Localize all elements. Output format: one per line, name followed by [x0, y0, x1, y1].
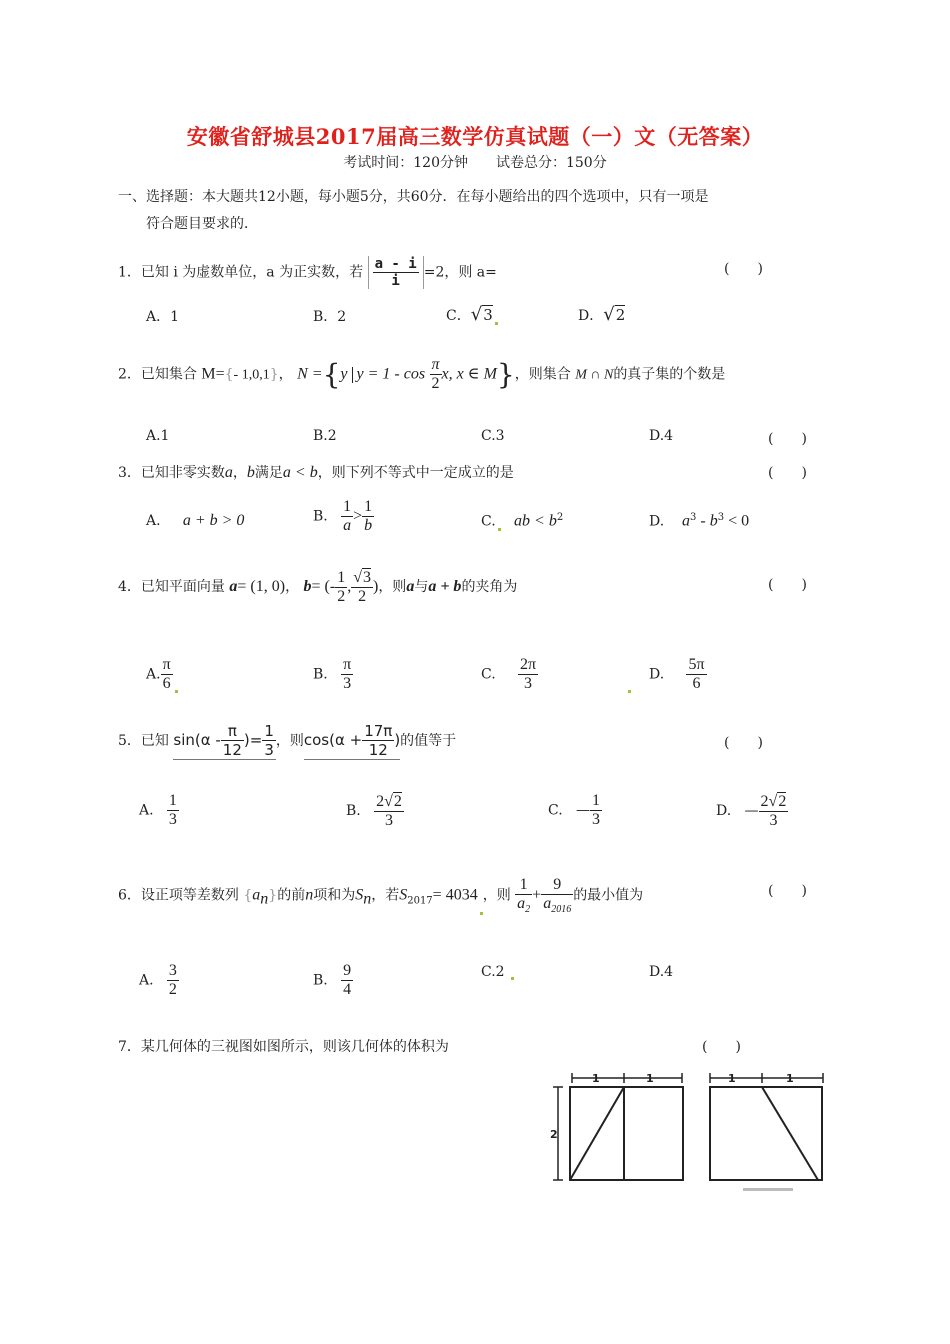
q3-option-b	[313, 498, 374, 535]
q5-text-c: 的值等于	[400, 733, 457, 749]
q3-stem	[118, 462, 514, 482]
q4-vec-b-close: )	[372, 578, 379, 595]
q1-text-a: 已知 i 为虚数单位，a 为正实数，若	[140, 264, 364, 281]
dim-label-1b: 1	[646, 1072, 654, 1085]
q6-a2-sub: 2	[525, 904, 531, 916]
q3-option-c	[481, 512, 563, 531]
q3-frac-a-den: a	[343, 517, 352, 534]
q6-option-b-den: 4	[343, 981, 352, 998]
q1-fraction	[373, 256, 419, 289]
q5-option-c	[548, 792, 602, 829]
q4-option-a	[146, 656, 178, 693]
q4-half-num: 1	[337, 568, 346, 586]
q5-cos-b: )	[394, 731, 401, 749]
q1-option-d	[578, 304, 625, 325]
q5-stem	[118, 722, 456, 760]
q4-option-d-den: 6	[686, 674, 706, 693]
sqrt-icon: √	[768, 793, 778, 810]
q3-text-a: 已知非零实数	[140, 465, 225, 481]
q4-vec-apb: a + b	[428, 578, 462, 595]
q3-option-a	[146, 512, 244, 530]
q4-text-b: ，则	[378, 579, 407, 595]
q1-option-d-label: D．	[578, 308, 604, 324]
q2-option-a	[146, 428, 169, 444]
q5-option-a-den: 3	[168, 811, 177, 828]
q3-sup2: 2	[556, 512, 564, 523]
q3-sup3-b: 3	[717, 512, 725, 523]
q6-text-c: 项和为	[313, 887, 356, 904]
q2-set-n-expr: y = 1 - cos	[356, 365, 426, 383]
q4-text-c: 与	[414, 579, 429, 595]
q3-var-b: b	[246, 464, 255, 481]
q4-option-a-label: A.	[146, 666, 161, 683]
q4-option-d-label: D.	[649, 666, 665, 683]
q4-sqrt3-num	[351, 568, 373, 587]
q4-option-c	[481, 656, 631, 693]
q6-text-f: 的最小值为	[573, 887, 644, 904]
q5-option-d-frac	[759, 792, 789, 830]
q4-vec-b: b	[303, 578, 312, 595]
q1-option-c	[446, 304, 498, 325]
section-heading-cont: 符合题目要求的．	[146, 216, 258, 232]
q6-frac-1-num: 1	[519, 876, 528, 893]
q6-text-d: ，若	[371, 887, 400, 904]
q5-third	[262, 722, 276, 759]
q5-option-a-num: 1	[168, 792, 177, 809]
q5-cos-17pi: 17π	[364, 722, 393, 740]
q4-option-c-label: C.	[481, 666, 496, 683]
q2-number: 2．	[118, 366, 141, 383]
dim-label-1c: 1	[728, 1072, 736, 1085]
q4-vec-b-open: = (-	[311, 578, 336, 595]
q4-comma: ,	[347, 578, 352, 595]
q4-sqrt3: 3	[362, 569, 371, 586]
q6-option-c-label: C.2	[481, 964, 505, 980]
q6-a2016: a	[543, 895, 552, 912]
q6-frac-2-den	[541, 894, 573, 915]
q6-option-a-den: 2	[168, 981, 177, 998]
q5-option-d-coef: 2	[760, 793, 769, 810]
q3-option-c-expr: ab < b	[514, 512, 557, 530]
q5-cos-expr	[304, 722, 400, 760]
mark-dot	[628, 690, 631, 693]
section-heading: 一、选择题：本大题共12小题，每小题5分，共60分．在每小题给出的四个选项中，只有一项是	[118, 189, 709, 205]
q6-s2017: S	[399, 886, 408, 904]
q4-frac-sqrt3	[351, 568, 373, 606]
q3-option-d-c: < 0	[724, 512, 750, 530]
q4-option-b-label: B.	[313, 666, 328, 683]
q6-an-sub: n	[260, 890, 269, 908]
q2-set-m-body: - 1,0,1	[233, 367, 270, 383]
q6-frac-2-num: 9	[553, 876, 562, 893]
sqrt-icon: √	[470, 304, 483, 325]
q1-answer-paren: ( )	[724, 261, 763, 277]
bar-icon	[352, 367, 353, 383]
q4-option-d	[649, 656, 707, 693]
q2-text-a: 已知集合	[140, 366, 197, 383]
q3-frac-a-num: 1	[343, 498, 352, 515]
q5-sin-b: )=	[243, 731, 263, 749]
q6-s2017-val: = 4034	[432, 886, 478, 904]
q5-option-c-den: 3	[592, 811, 601, 828]
q6-option-a-num: 3	[168, 962, 177, 979]
q3-option-d	[649, 512, 749, 531]
q2-set-n-tail: x, x ∈ M	[441, 365, 497, 383]
q7-text: 某几何体的三视图如图所示，则该几何体的体积为	[140, 1039, 449, 1055]
q6-sn-sub: n	[363, 890, 372, 908]
q2-answer-paren: ( )	[768, 431, 807, 447]
q5-third-num: 1	[264, 722, 274, 740]
q2-pi-frac	[430, 356, 442, 393]
sqrt-icon: √	[384, 793, 393, 810]
q4-vec-a2: a	[406, 578, 415, 595]
q5-sin-a: sin(α -	[173, 731, 221, 749]
q7-number: 7．	[118, 1039, 141, 1055]
q5-sin-expr	[173, 722, 275, 760]
figure-caption-smudge	[743, 1188, 793, 1191]
q3-option-c-label: C.	[481, 513, 496, 530]
q3-answer-paren: ( )	[768, 465, 807, 481]
q1-text-b: =2，则 a=	[423, 264, 497, 281]
brace-right-icon: }	[496, 358, 515, 391]
exam-title: 安徽省舒城县2017届高三数学仿真试题（一）文（无答案）	[186, 124, 764, 149]
q2-set-n: N =	[297, 365, 323, 383]
q5-option-c-frac	[590, 792, 602, 829]
q6-option-a	[139, 962, 179, 999]
q1-frac-den: i	[373, 272, 419, 289]
q5-sin-pi: π	[227, 722, 237, 740]
q5-option-b-num	[374, 792, 404, 811]
q6-sn: S	[355, 886, 364, 904]
q6-plus: +	[532, 886, 542, 904]
q6-option-d: D.4	[649, 964, 674, 980]
q5-option-c-num: 1	[592, 792, 601, 809]
q6-number: 6．	[118, 887, 141, 904]
q6-n: n	[305, 886, 314, 904]
q6-an: a	[252, 886, 261, 904]
q5-text-a: 已知	[140, 733, 169, 749]
q6-option-b	[313, 962, 353, 999]
mark-dot	[495, 322, 498, 325]
sqrt-icon: √	[603, 304, 615, 325]
q3-frac-b-num: 1	[364, 498, 373, 515]
q2-option-a-text: A.1	[146, 428, 170, 444]
dim-label-1a: 1	[592, 1072, 600, 1085]
q6-a2016-sub: 2016	[551, 904, 572, 916]
q3-text-c: 满足	[254, 465, 283, 481]
q4-option-a-frac	[161, 656, 173, 693]
q1-number: 1．	[118, 264, 141, 281]
q4-option-b	[313, 656, 353, 693]
q1-option-c-label: C．	[446, 308, 471, 324]
q2-set-m: M=	[201, 365, 225, 383]
q4-text-d: 的夹角为	[461, 579, 518, 595]
q7-stem	[118, 1036, 449, 1056]
q6-frac-2	[541, 876, 573, 915]
side-view	[710, 1073, 823, 1180]
q4-answer-paren: ( )	[768, 577, 807, 593]
dim-label-1d: 1	[786, 1072, 794, 1085]
q2-option-b: B.2	[313, 428, 337, 444]
q3-condition: a < b	[282, 464, 318, 481]
q4-option-d-frac	[686, 656, 706, 693]
q5-option-b	[346, 792, 404, 830]
q6-option-b-label: B.	[313, 972, 328, 989]
q5-third-den: 3	[264, 741, 274, 759]
q5-option-d-neg: —	[744, 803, 759, 819]
q7-three-view-figure	[548, 1070, 838, 1195]
q2-option-c: C.3	[481, 428, 505, 444]
q5-option-a-label: A.	[139, 802, 154, 819]
q6-answer-paren: ( )	[768, 883, 807, 899]
sqrt-icon: √	[353, 569, 362, 586]
mark-dot	[498, 528, 501, 531]
q2-stem: 2．已知集合 M={- 1,0,1}， N ={y y = 1 - cos $\frac{\pi}{2}$ x, x ∈ M}，则集合 M ∩ N的真子集的个数是	[118, 356, 726, 392]
q6-text-e: ，则	[482, 887, 511, 904]
q5-option-a-frac	[167, 792, 179, 829]
q4-option-b-den: 3	[341, 674, 353, 693]
q4-option-b-frac	[341, 656, 353, 693]
q5-option-b-sqrt: 2	[393, 793, 402, 810]
q2-pi: π	[431, 356, 440, 373]
q4-sqrt3-den: 2	[351, 587, 373, 606]
q6-a2: a	[517, 895, 526, 912]
q5-option-b-label: B.	[346, 803, 361, 819]
q6-option-a-frac	[167, 962, 179, 999]
q5-cos-frac	[362, 722, 394, 759]
q4-option-c-den: 3	[518, 674, 538, 693]
q1-option-c-sqrt: 3	[483, 306, 493, 324]
q3-var-a: a	[224, 464, 233, 481]
q3-frac-b	[362, 498, 374, 535]
q5-option-d-sqrt: 2	[778, 793, 787, 810]
q2-two: 2	[430, 374, 442, 393]
brace-right-icon: }	[269, 366, 279, 383]
brace-left-icon: {	[243, 887, 253, 904]
q6-s2017-sub: 2017	[407, 895, 433, 907]
q3-text-d: ，则下列不等式中一定成立的是	[317, 465, 514, 481]
q1-option-b: B．2	[313, 309, 347, 325]
q4-vec-a-val: = (1, 0)	[237, 578, 286, 595]
q6-text-b: 的前	[277, 887, 306, 904]
q5-sin-frac	[221, 722, 244, 759]
q2-mn: M ∩ N	[575, 367, 614, 383]
q5-option-d-den: 3	[759, 811, 789, 830]
q3-option-a-expr: a + b > 0	[182, 512, 245, 529]
q5-text-b: ，则	[275, 733, 304, 749]
q6-option-b-num: 9	[343, 962, 352, 979]
q4-number: 4．	[118, 579, 141, 595]
q1-option-d-sqrt: 2	[615, 306, 626, 324]
mark-dot	[480, 912, 483, 915]
mark-dot	[175, 690, 178, 693]
mark-dot	[511, 977, 514, 980]
q3-option-a-label: A.	[146, 513, 161, 529]
q3-option-d-a: a	[682, 512, 690, 530]
front-view	[553, 1073, 683, 1180]
q4-stem: 4．已知平面向量 a= (1, 0)， b= (- $\frac{1}{2}$ , $\frac{√3}{2}$ )，则a与a + b的夹角为	[118, 568, 518, 605]
q2-set-n-var: y	[340, 365, 348, 383]
q4-option-a-den: 6	[161, 674, 173, 693]
dim-label-2: 2	[550, 1128, 558, 1141]
q5-option-a	[139, 792, 179, 829]
q3-frac-a	[341, 498, 353, 535]
q4-vec-a: a	[229, 578, 238, 595]
q5-number: 5．	[118, 733, 141, 749]
q6-stem	[118, 876, 643, 915]
q4-text-a: 已知平面向量	[140, 579, 225, 595]
q5-option-d-num	[759, 792, 789, 811]
q2-text-b: ，则集合	[514, 366, 571, 383]
q5-option-c-label: C.	[548, 802, 563, 819]
q5-sin-12: 12	[222, 741, 242, 759]
q7-answer-paren: ( )	[702, 1039, 741, 1055]
q6-text-a: 设正项等差数列	[140, 887, 239, 904]
q4-option-b-num: π	[343, 656, 352, 673]
q6-option-c	[481, 964, 514, 980]
q3-option-b-label: B.	[313, 508, 328, 525]
exam-subtitle: 考试时间：120分钟 试卷总分：150分	[343, 155, 607, 171]
q3-option-d-label: D.	[649, 513, 665, 530]
q4-option-c-frac	[518, 656, 538, 693]
q4-option-c-num: 2π	[519, 656, 537, 673]
q5-cos-a: cos(α +	[303, 731, 363, 749]
q5-option-b-frac	[374, 792, 404, 830]
q2-option-d: D.4	[649, 428, 674, 444]
q1-option-a: A．1	[146, 309, 180, 325]
q1-abs-box	[368, 256, 424, 289]
q5-option-c-neg: —	[576, 802, 591, 819]
q5-option-b-den: 3	[374, 811, 404, 830]
q4-option-a-num: π	[162, 656, 171, 673]
brace-left-icon: {	[322, 358, 341, 391]
q6-option-b-frac	[341, 962, 353, 999]
q6-option-a-label: A.	[139, 972, 154, 989]
q4-option-d-num: 5π	[688, 656, 705, 673]
q6-frac-1-den	[515, 894, 532, 915]
q5-cos-12: 12	[362, 740, 394, 759]
brace-left-icon: {	[224, 366, 234, 383]
q3-option-d-b: - b	[696, 512, 718, 530]
q4-half-den: 2	[337, 587, 346, 605]
q4-frac-half	[335, 569, 347, 606]
q3-frac-b-den: b	[364, 517, 373, 534]
q3-number: 3．	[118, 465, 141, 481]
q3-gt: >	[353, 507, 363, 525]
q5-option-d	[716, 792, 788, 830]
q6-frac-1	[515, 876, 532, 915]
q5-option-b-coef: 2	[376, 793, 385, 810]
brace-right-icon: }	[268, 887, 278, 904]
q5-answer-paren: ( )	[724, 735, 763, 751]
q3-sup3-a: 3	[690, 512, 697, 523]
q3-text-b: ，	[232, 465, 247, 481]
q1-stem	[118, 256, 497, 289]
q1-frac-num: a - i	[374, 256, 417, 272]
q5-option-d-label: D.	[716, 803, 732, 819]
q2-text-c: 的真子集的个数是	[613, 366, 726, 383]
